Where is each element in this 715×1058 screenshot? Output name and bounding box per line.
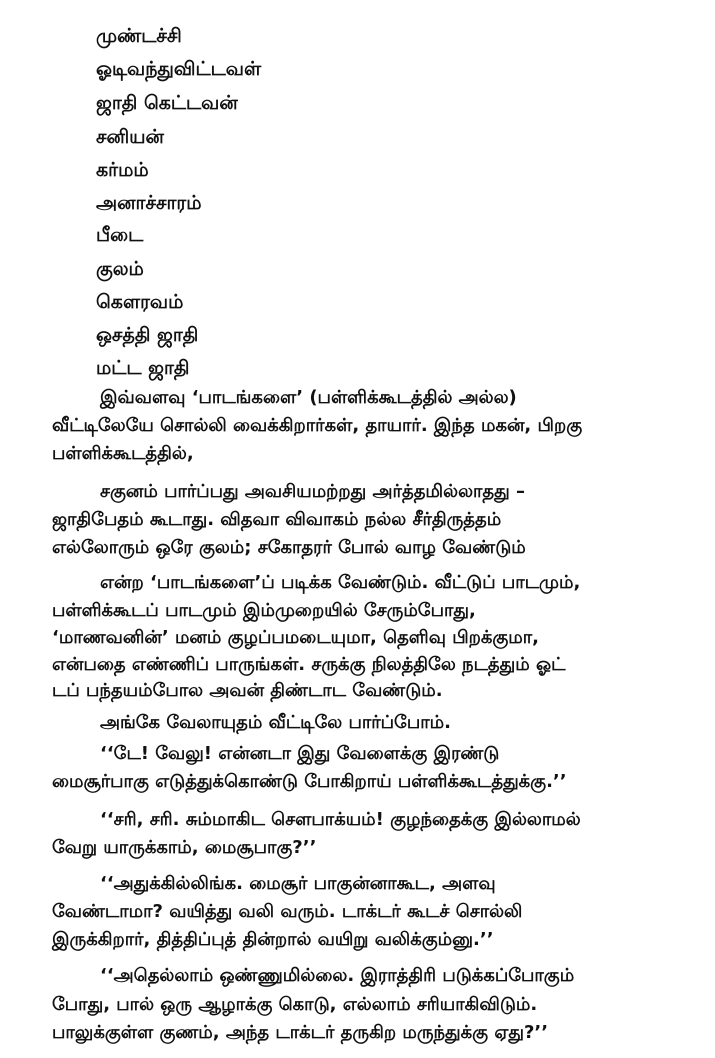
list-item: சனியன் bbox=[96, 126, 164, 148]
list-item: ஓடிவந்துவிட்டவள் bbox=[96, 58, 262, 80]
quote-line: ஜாதிபேதம் கூடாது. விதவா விவாகம் நல்ல சீர்திருத்தம் bbox=[52, 509, 502, 530]
list-item: ஒசத்தி ஜாதி bbox=[96, 324, 199, 346]
dialogue-line: இருக்கிறார், தித்திப்புத் தின்றால் வயிறு வலிக்கும்னு.’’ bbox=[52, 929, 494, 950]
dialogue-line: பாலுக்குள்ள குணம், அந்த டாக்டர் தருகிற மருந்துக்கு ஏது?’’ bbox=[52, 1022, 549, 1043]
dialogue-line: ‘‘சரி, சரி. சும்மாகிட சௌபாக்யம்! குழந்தைக்கு இல்லாமல் bbox=[100, 809, 581, 830]
paragraph-line: இவ்வளவு ‘பாடங்களை’ (பள்ளிக்கூடத்தில் அல்ல) bbox=[100, 387, 517, 408]
paragraph-line: அங்கே வேலாயுதம் வீட்டிலே பார்ப்போம். bbox=[100, 712, 451, 733]
dialogue-line: ‘‘அதுக்கில்லிங்க. மைசூர் பாகுன்னாகூட, அளவு bbox=[100, 873, 496, 894]
list-item: அனாச்சாரம் bbox=[96, 192, 202, 214]
list-item: கௌரவம் bbox=[96, 291, 184, 313]
quote-line: சகுனம் பார்ப்பது அவசியமற்றது அர்த்தமில்லாதது – bbox=[100, 481, 526, 502]
paragraph-line: வீட்டிலேயே சொல்லி வைக்கிறார்கள், தாயார். இந்த மகன், பிறகு bbox=[52, 415, 583, 436]
list-item: பீடை bbox=[96, 224, 144, 246]
dialogue-line: ‘‘டே! வேலு! என்னடா இது வேளைக்கு இரண்டு bbox=[100, 743, 500, 764]
list-item: முண்டச்சி bbox=[96, 25, 182, 47]
dialogue-line: மைசூர்பாகு எடுத்துக்கொண்டு போகிறாய் பள்ளிக்கூடத்துக்கு.’’ bbox=[52, 771, 567, 792]
paragraph-line: ‘மாணவனின்’ மனம் குழப்பமடையுமா, தெளிவு பிறக்குமா, bbox=[52, 627, 540, 648]
list-item: ஜாதி கெட்டவன் bbox=[96, 92, 238, 114]
paragraph-line: பள்ளிக்கூடப் பாடமும் இம்முறையில் சேரும்போது, bbox=[52, 600, 476, 621]
paragraph-line: டப் பந்தயம்போல அவன் திண்டாட வேண்டும். bbox=[52, 680, 443, 701]
paragraph-line: பள்ளிக்கூடத்தில், bbox=[52, 443, 194, 464]
list-item: மட்ட ஜாதி bbox=[96, 357, 190, 379]
list-item: கர்மம் bbox=[96, 159, 149, 181]
dialogue-line: ‘‘அதெல்லாம் ஒண்ணுமில்லை. இராத்திரி படுக்கப்போகும் bbox=[100, 965, 575, 986]
dialogue-line: வேண்டாமா? வயித்து வலி வரும். டாக்டர் கூடச் சொல்லி bbox=[52, 901, 523, 922]
paragraph-line: என்பதை எண்ணிப் பாருங்கள். சருக்கு நிலத்திலே நடத்தும் ஓட் bbox=[52, 654, 566, 675]
dialogue-line: வேறு யாருக்காம், மைசூபாகு?’’ bbox=[52, 837, 317, 858]
paragraph-line: என்ற ‘பாடங்களை’ப் படிக்க வேண்டும். வீட்டுப் பாடமும், bbox=[100, 572, 581, 593]
list-item: குலம் bbox=[96, 258, 144, 280]
quote-line: எல்லோரும் ஒரே குலம்; சகோதரர் போல் வாழ வேண்டும் bbox=[52, 537, 526, 558]
dialogue-line: போது, பால் ஒரு ஆழாக்கு கொடு, எல்லாம் சரியாகிவிடும். bbox=[52, 994, 538, 1015]
